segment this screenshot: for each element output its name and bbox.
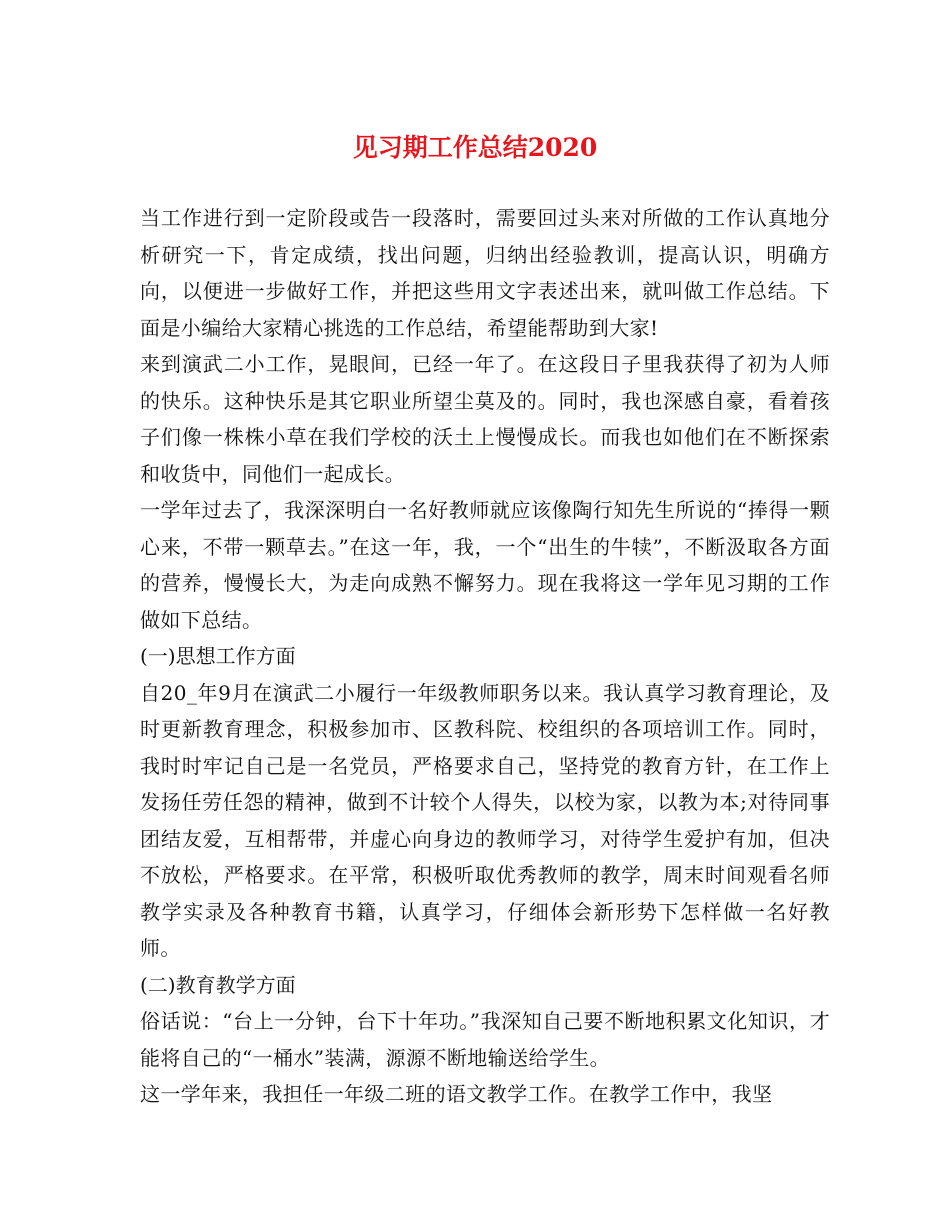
- paragraph-teaching-work: 这一学年来，我担任一年级二班的语文教学工作。在教学工作中，我坚: [140, 1082, 773, 1106]
- paragraph-ideology: 自20_年9月在演武二小履行一年级教师职务以来。我认真学习教育理论，及时更新教育理念，积极参加市、区教科院、校组织的各项培训工作。同时，我时时牢记自己是一名党员，严格要求自己，坚持党的教育方针，在工作上发扬任劳任怨的精神，做到不计较个人得失，以校为家，以教为本;对待同事团结友爱，互相帮带，并虚心向身边的教师学习，对待学生爱护有加，但决不放松，严格要求。在平常，积极听取优秀教师的教学，周末时间观看名师教学实录及各种教育书籍，认真学习，仔细体会新形势下怎样做一名好教师。: [140, 680, 830, 960]
- section-heading-ideology: (一)思想工作方面: [140, 644, 296, 668]
- paragraph-arrival: 来到演武二小工作，晃眼间，已经一年了。在这段日子里我获得了初为人师的快乐。这种快乐是其它职业所望尘莫及的。同时，我也深感自豪，看着孩子们像一株株小草在我们学校的沃土上慢慢成长。而我也如他们在不断探索和收货中，同他们一起成长。: [140, 352, 830, 486]
- section-heading-teaching: (二)教育教学方面: [140, 972, 296, 997]
- document-title: 见习期工作总结2020: [352, 133, 598, 162]
- intro-paragraph: 当工作进行到一定阶段或告一段落时，需要回过头来对所做的工作认真地分析研究一下，肯定成绩，找出问题，归纳出经验教训，提高认识，明确方向，以便进一步做好工作，并把这些用文字表述出来，就叫做工作总结。下面是小编给大家精心挑选的工作总结，希望能帮助到大家!: [140, 206, 830, 340]
- document-body: [140, 200, 830, 1113]
- paragraph-saying: 俗话说：“台上一分钟，台下十年功。”我深知自己要不断地积累文化知识，才能将自己的“一桶水”装满，源源不断地输送给学生。: [140, 1009, 830, 1070]
- paragraph-year-review: 一学年过去了，我深深明白一名好教师就应该像陶行知先生所说的“捧得一颗心来，不带一颗草去。”在这一年，我，一个“出生的牛犊”，不断汲取各方面的营养，慢慢长大，为走向成熟不懈努力。现在我将这一学年见习期的工作做如下总结。: [140, 498, 830, 632]
